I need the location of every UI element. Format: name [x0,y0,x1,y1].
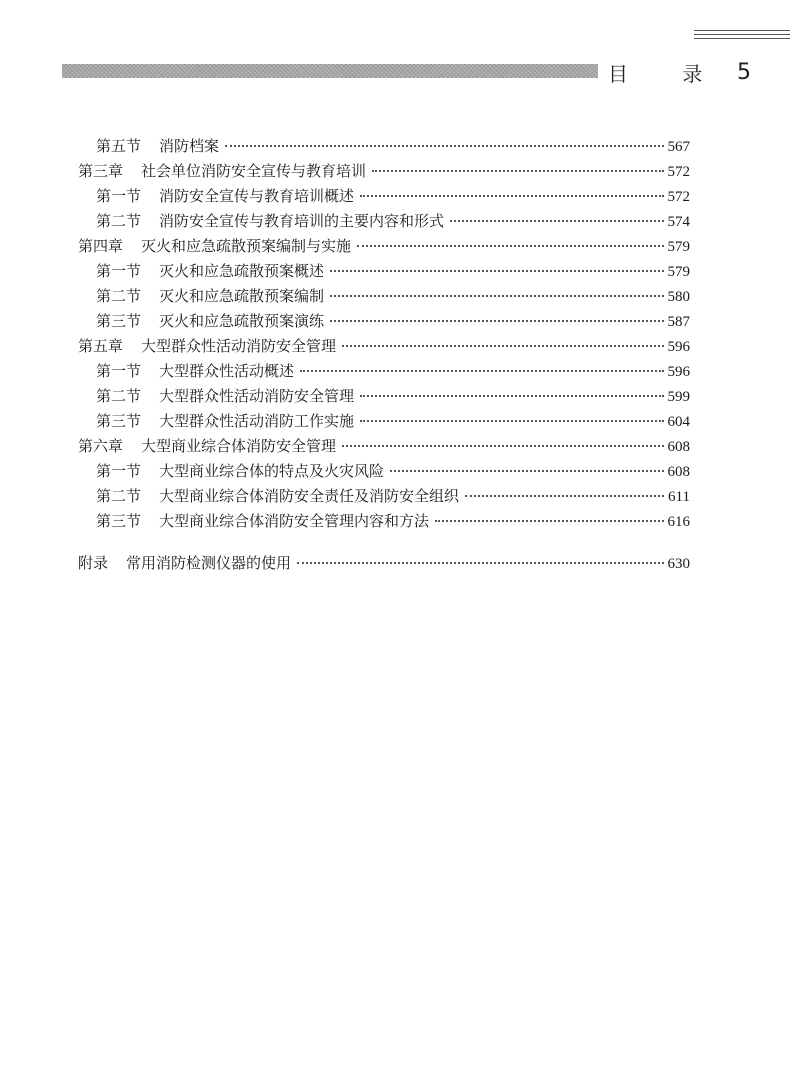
toc-entry[interactable] [78,284,690,309]
dot-leader [390,470,663,472]
toc-entry-number: 第六章 [78,437,124,455]
toc-entry-label [96,459,384,484]
toc-entry-page: 580 [667,289,690,305]
toc-entry[interactable] [78,551,690,576]
toc-entry-label [78,159,366,184]
toc-entry-page: 579 [667,239,690,255]
toc-entry[interactable] [78,234,690,259]
toc-entry-page: 596 [667,364,690,380]
dot-leader [342,445,663,447]
toc-entry-label [96,384,354,409]
toc-entry-title: 大型商业综合体的特点及火灾风险 [159,462,385,480]
toc-entry-number: 第五章 [78,337,124,355]
toc-entry[interactable] [78,434,690,459]
toc-entry-label [96,184,354,209]
dot-leader [330,320,663,322]
toc-entry-number: 第四章 [78,237,124,255]
toc-entry-page: 616 [667,514,690,530]
toc-entry[interactable] [78,409,690,434]
toc-entry-label [78,234,351,259]
toc-entry-page: 567 [667,139,690,155]
toc-entry-page: 574 [667,214,690,230]
toc-entry-title: 常用消防检测仪器的使用 [126,554,292,572]
toc-entry-title: 消防档案 [159,137,220,155]
toc-entry-title: 大型群众性活动消防工作实施 [159,412,355,430]
toc-entry-label [96,509,429,534]
toc-entry-page: 604 [667,414,690,430]
toc-entry[interactable] [78,209,690,234]
toc-entry-title: 灭火和应急疏散预案演练 [159,312,325,330]
toc-entry[interactable] [78,359,690,384]
toc-entry-page: 572 [667,189,690,205]
toc-entry-title: 大型商业综合体消防安全管理 [141,437,337,455]
toc-entry-number: 第三节 [96,412,142,430]
toc-entry-number: 第一节 [96,187,142,205]
dot-leader [360,395,663,397]
toc-entry-title: 大型群众性活动概述 [159,362,295,380]
dot-leader [360,420,663,422]
table-of-contents [78,134,690,576]
toc-entry-number: 附录 [78,554,109,572]
toc-entry-number: 第一节 [96,362,142,380]
toc-entry-page: 608 [667,439,690,455]
dot-leader [372,170,663,172]
toc-entry-page: 630 [667,556,690,572]
toc-entry-number: 第二节 [96,287,142,305]
dot-leader [225,145,663,147]
toc-entry-title: 灭火和应急疏散预案编制 [159,287,325,305]
toc-entry[interactable] [78,384,690,409]
toc-entry-label [96,259,324,284]
toc-entry-label [78,551,291,576]
toc-entry-number: 第一节 [96,462,142,480]
dot-leader [297,562,663,564]
toc-entry-page: 596 [667,339,690,355]
toc-entry-title: 消防安全宣传与教育培训概述 [159,187,355,205]
toc-entry-number: 第三节 [96,512,142,530]
toc-entry-number: 第一节 [96,262,142,280]
toc-entry-title: 消防安全宣传与教育培训的主要内容和形式 [159,212,445,230]
toc-entry-label [78,434,336,459]
dot-leader [360,195,663,197]
toc-entry-number: 第五节 [96,137,142,155]
toc-entry[interactable] [78,484,690,509]
dot-leader [330,270,663,272]
dot-leader [330,295,663,297]
toc-entry-page: 572 [667,164,690,180]
toc-entry-label [96,409,354,434]
toc-entry[interactable] [78,309,690,334]
toc-entry[interactable] [78,259,690,284]
dot-leader [300,370,663,372]
page-number: 5 [737,60,751,85]
toc-entry-number: 第二节 [96,387,142,405]
toc-entry[interactable] [78,134,690,159]
toc-entry[interactable] [78,459,690,484]
toc-entry-label [96,209,444,234]
toc-entry-number: 第三章 [78,162,124,180]
toc-entry-title: 社会单位消防安全宣传与教育培训 [141,162,367,180]
toc-entry-page: 579 [667,264,690,280]
toc-entry-label [96,359,294,384]
dot-leader [465,495,664,497]
toc-entry-title: 大型商业综合体消防安全责任及消防安全组织 [159,487,460,505]
toc-entry[interactable] [78,509,690,534]
toc-entry-page: 587 [667,314,690,330]
toc-entry[interactable] [78,334,690,359]
dot-leader [450,220,663,222]
toc-entry-page: 611 [668,489,690,505]
toc-entry-title: 大型群众性活动消防安全管理 [159,387,355,405]
toc-entry-label [78,334,336,359]
toc-entry-title: 大型商业综合体消防安全管理内容和方法 [159,512,430,530]
toc-entry-label [96,134,219,159]
toc-entry-title: 灭火和应急疏散预案概述 [159,262,325,280]
toc-entry-title: 大型群众性活动消防安全管理 [141,337,337,355]
toc-entry-page: 608 [667,464,690,480]
header-bar [62,64,598,78]
toc-entry-label [96,284,324,309]
running-head-title: 目 录 [608,62,727,86]
decorative-rule-lines [694,30,790,42]
toc-entry-label [96,309,324,334]
dot-leader [357,245,663,247]
dot-leader [342,345,663,347]
toc-entry-number: 第二节 [96,487,142,505]
toc-entry-title: 灭火和应急疏散预案编制与实施 [141,237,352,255]
toc-entry-page: 599 [667,389,690,405]
toc-entry-number: 第三节 [96,312,142,330]
toc-entry-label [96,484,459,509]
toc-entry[interactable] [78,159,690,184]
dot-leader [435,520,663,522]
toc-entry-number: 第二节 [96,212,142,230]
toc-entry[interactable] [78,184,690,209]
